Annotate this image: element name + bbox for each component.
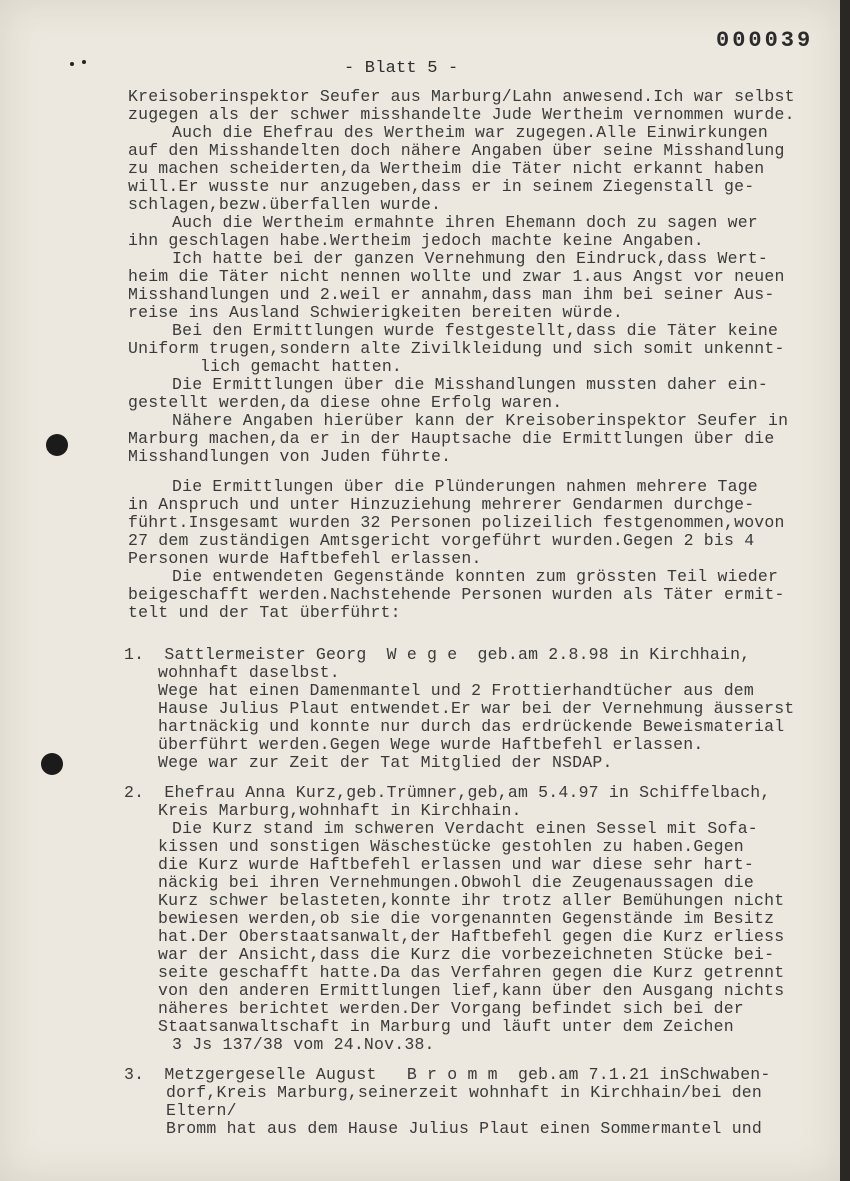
sheet-title: - Blatt 5 - xyxy=(344,59,459,78)
text-line: zu machen scheiderten,da Wertheim die Täter nicht erkannt haben xyxy=(128,159,765,178)
text-line: Staatsanwaltschaft in Marburg und läuft unter dem Zeichen xyxy=(158,1017,734,1036)
text-line: heim die Täter nicht nennen wollte und zwar 1.aus Angst vor neuen xyxy=(128,267,785,286)
text-line: telt und der Tat überführt: xyxy=(128,603,401,622)
text-line: kissen und sonstigen Wäschestücke gestohlen zu haben.Gegen xyxy=(158,837,744,856)
punch-hole xyxy=(41,753,63,775)
text-line: in Anspruch und unter Hinzuziehung mehrerer Gendarmen durchge- xyxy=(128,495,755,514)
text-line: dorf,Kreis Marburg,seinerzeit wohnhaft in Kirchhain/bei den xyxy=(166,1083,762,1102)
text-line: Kreisoberinspektor Seufer aus Marburg/Lahn anwesend.Ich war selbst xyxy=(128,87,795,106)
text-line: 3 Js 137/38 vom 24.Nov.38. xyxy=(172,1035,435,1054)
text-line: lich gemacht hatten. xyxy=(200,357,403,376)
text-line: Ich hatte bei der ganzen Vernehmung den Eindruck,dass Wert- xyxy=(172,249,768,268)
text-line: Nähere Angaben hierüber kann der Kreisoberinspektor Seufer in xyxy=(172,411,789,430)
text-line: die Kurz wurde Haftbefehl erlassen und war diese sehr hart- xyxy=(158,855,754,874)
text-line: wohnhaft daselbst. xyxy=(158,663,340,682)
margin-mark xyxy=(82,60,86,64)
text-line: 2. Ehefrau Anna Kurz,geb.Trümner,geb,am 5.4.97 in Schiffelbach, xyxy=(124,783,771,802)
text-line: Auch die Ehefrau des Wertheim war zugegen.Alle Einwirkungen xyxy=(172,123,768,142)
text-line: reise ins Ausland Schwierigkeiten bereiten würde. xyxy=(128,303,623,322)
text-line: Die Kurz stand im schweren Verdacht einen Sessel mit Sofa- xyxy=(172,819,758,838)
margin-mark xyxy=(70,62,74,66)
text-line: führt.Insgesamt wurden 32 Personen polizeilich festgenommen,wovon xyxy=(128,513,785,532)
text-line: Kurz schwer belasteten,konnte ihr trotz aller Bemühungen nicht xyxy=(158,891,785,910)
text-line: 27 dem zuständigen Amtsgericht vorgeführt wurden.Gegen 2 bis 4 xyxy=(128,531,755,550)
text-line: 3. Metzgergeselle August B r o m m geb.am 7.1.21 inSchwaben- xyxy=(124,1065,771,1084)
text-line: hat.Der Oberstaatsanwalt,der Haftbefehl gegen die Kurz erliess xyxy=(158,927,785,946)
text-line: Misshandlungen und 2.weil er annahm,dass man ihm bei seiner Aus- xyxy=(128,285,775,304)
text-line: Hause Julius Plaut entwendet.Er war bei der Vernehmung äusserst xyxy=(158,699,795,718)
document-number: 000039 xyxy=(716,28,814,53)
text-line: war der Ansicht,dass die Kurz die vorbezeichneten Stücke bei- xyxy=(158,945,775,964)
punch-hole xyxy=(46,434,68,456)
text-line: Bromm hat aus dem Hause Julius Plaut einen Sommermantel und xyxy=(166,1119,762,1138)
text-line: seite geschafft hatte.Da das Verfahren gegen die Kurz getrennt xyxy=(158,963,785,982)
text-line: Uniform trugen,sondern alte Zivilkleidung und sich somit unkennt- xyxy=(128,339,785,358)
text-line: Wege war zur Zeit der Tat Mitglied der NSDAP. xyxy=(158,753,613,772)
text-line: beigeschafft werden.Nachstehende Personen wurden als Täter ermit- xyxy=(128,585,785,604)
text-line: bewiesen werden,ob sie die vorgenannten Gegenstände im Besitz xyxy=(158,909,775,928)
text-line: hartnäckig und konnte nur durch das erdrückende Beweismaterial xyxy=(158,717,785,736)
text-line: will.Er wusste nur anzugeben,dass er in seinem Ziegenstall ge- xyxy=(128,177,755,196)
text-line: schlagen,bezw.überfallen wurde. xyxy=(128,195,442,214)
text-line: von den anderen Ermittlungen lief,kann über den Ausgang nichts xyxy=(158,981,785,1000)
text-line: zugegen als der schwer misshandelte Jude Wertheim vernommen wurde. xyxy=(128,105,795,124)
text-line: Misshandlungen von Juden führte. xyxy=(128,447,452,466)
text-line: Marburg machen,da er in der Hauptsache die Ermittlungen über die xyxy=(128,429,775,448)
text-line: näckig bei ihren Vernehmungen.Obwohl die Zeugenaussagen die xyxy=(158,873,754,892)
text-line: näheres berichtet werden.Der Vorgang befindet sich bei der xyxy=(158,999,744,1018)
text-line: Auch die Wertheim ermahnte ihren Ehemann doch zu sagen wer xyxy=(172,213,758,232)
text-line: 1. Sattlermeister Georg W e g e geb.am 2.8.98 in Kirchhain, xyxy=(124,645,751,664)
text-line: auf den Misshandelten doch nähere Angaben über seine Misshandlung xyxy=(128,141,785,160)
text-line: Personen wurde Haftbefehl erlassen. xyxy=(128,549,482,568)
text-line: Die Ermittlungen über die Plünderungen nahmen mehrere Tage xyxy=(172,477,758,496)
text-line: Die Ermittlungen über die Misshandlungen mussten daher ein- xyxy=(172,375,768,394)
text-line: ihn geschlagen habe.Wertheim jedoch machte keine Angaben. xyxy=(128,231,704,250)
text-line: Bei den Ermittlungen wurde festgestellt,dass die Täter keine xyxy=(172,321,779,340)
text-line: Die entwendeten Gegenstände konnten zum grössten Teil wieder xyxy=(172,567,779,586)
text-line: gestellt werden,da diese ohne Erfolg waren. xyxy=(128,393,563,412)
text-line: Eltern/ xyxy=(166,1101,237,1120)
text-line: Kreis Marburg,wohnhaft in Kirchhain. xyxy=(158,801,522,820)
text-line: Wege hat einen Damenmantel und 2 Frottierhandtücher aus dem xyxy=(158,681,754,700)
text-line: überführt werden.Gegen Wege wurde Haftbefehl erlassen. xyxy=(158,735,704,754)
